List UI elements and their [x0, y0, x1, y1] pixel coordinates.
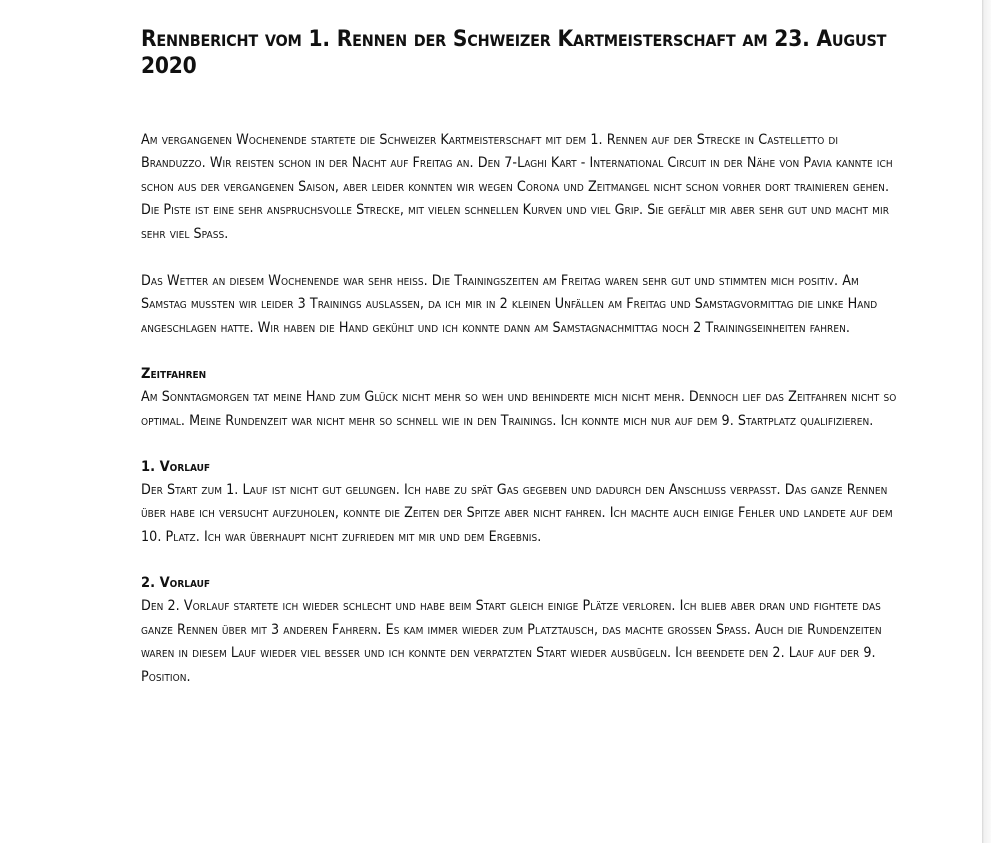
- section-vorlauf-2: [141, 571, 901, 689]
- document-body: [141, 26, 901, 689]
- section-heading-vorlauf-2: 2. Vorlauf: [141, 575, 211, 592]
- page-edge-shadow: [982, 0, 991, 843]
- section-vorlauf-1: [141, 455, 901, 549]
- section-heading-vorlauf-1: 1. Vorlauf: [141, 459, 211, 476]
- intro-paragraph-2: Das Wetter an diesem Wochenende war sehr heiss. Die Trainingszeiten am Freitag waren sehr gut und stimmten mich positiv. Am Samstag mussten wir leider 3 Trainings auslassen, da ich mir in 2 kleinen Unfällen am Freitag und Samstagvormittag die linke Hand angeschlagen hatte. Wir haben die Hand gekühlt und ich konnte dann am Samstagnachmittag noch 2 Trainingseinheiten fahren.: [141, 273, 878, 336]
- section-zeitfahren: [141, 362, 901, 433]
- section-text-vorlauf-1: Der Start zum 1. Lauf ist nicht gut gelungen. Ich habe zu spät Gas gegeben und dadurch den Anschluss verpasst. Das ganze Rennen über habe ich versucht aufzuholen, konnte die Zeiten der Spitze aber nicht fahren. Ich machte auch einige Fehler und landete auf dem 10. Platz. Ich war überhaupt nicht zufrieden mit mir und dem Ergebnis.: [141, 482, 893, 545]
- section-text-vorlauf-2: Den 2. Vorlauf startete ich wieder schlecht und habe beim Start gleich einige Plätze verloren. Ich blieb aber dran und fightete das ganze Rennen über mit 3 anderen Fahrern. Es kam immer wieder zum Platztausch, das machte grossen Spass. Auch die Rundenzeiten waren in diesem Lauf wieder viel besser und ich konnte den verpatzten Start wieder ausbügeln. Ich beendete den 2. Lauf auf der 9. Position.: [141, 598, 882, 685]
- section-text-zeitfahren: Am Sonntagmorgen tat meine Hand zum Glück nicht mehr so weh und behinderte mich nicht mehr. Dennoch lief das Zeitfahren nicht so optimal. Meine Rundenzeit war nicht mehr so schnell wie in den Trainings. Ich konnte mich nur auf dem 9. Startplatz qualifizieren.: [141, 389, 897, 429]
- section-heading-zeitfahren: Zeitfahren: [141, 366, 207, 383]
- document-title: Rennbericht vom 1. Rennen der Schweizer Kartmeisterschaft am 23. August 2020: [141, 26, 887, 79]
- intro-paragraph-1: Am vergangenen Wochenende startete die Schweizer Kartmeisterschaft mit dem 1. Rennen auf der Strecke in Castelletto di Branduzzo. Wir reisten schon in der Nacht auf Freitag an. Den 7-Laghi Kart - International Circuit in der Nähe von Pavia kannte ich schon aus der vergangenen Saison, aber leider konnten wir wegen Corona und Zeitmangel nicht schon vorher dort trainieren gehen. Die Piste ist eine sehr anspruchsvolle Strecke, mit vielen schnellen Kurven und viel Grip. Sie gefällt mir aber sehr gut und macht mir sehr viel Spass.: [141, 132, 893, 242]
